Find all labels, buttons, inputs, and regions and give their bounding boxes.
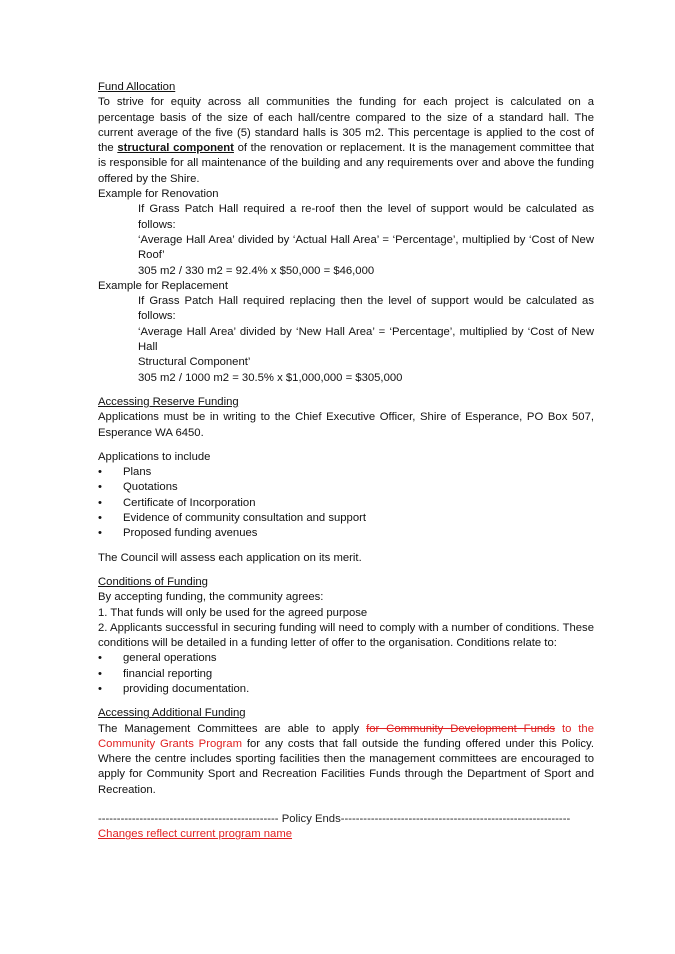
accessing-reserve-paragraph: Applications must be in writing to the Chief Executive Officer, Shire of Esperance, PO Box 507, Esperance WA 6450. <box>98 411 594 439</box>
inserted-text: to the Community Grants Program <box>98 722 594 750</box>
list-item: • Proposed funding avenues <box>98 526 594 541</box>
replacement-line-2: ‘Average Hall Area’ divided by ‘New Hall Area’ = ‘Percentage’, multiplied by ‘Cost of New Hall <box>138 325 594 354</box>
conditions-heading: Conditions of Funding <box>98 575 208 588</box>
fund-allocation-section <box>98 80 594 386</box>
additional-text-start: The Management Committees are able to apply <box>98 722 360 735</box>
conditions-list <box>98 651 594 697</box>
fund-allocation-text-before: To strive for equity across all communities the funding for each project is calculated on a percentage basis of the size of each hall/centre compared to the size of a standard hall. The current average of the five (5) standard halls is 305 m2. This percentage is applied to the cost of the <box>98 96 594 155</box>
replacement-example-title: Example for Replacement <box>98 279 228 292</box>
fund-allocation-heading: Fund Allocation <box>98 81 176 93</box>
renovation-line-2: ‘Average Hall Area’ divided by ‘Actual Hall Area’ = ‘Percentage’, multiplied by ‘Cost of New Roof’ <box>138 233 594 262</box>
condition-item-1: 1. That funds will only be used for the agreed purpose <box>98 606 368 619</box>
applications-include-intro: Applications to include <box>98 450 211 463</box>
condition-item-2: 2. Applicants successful in securing funding will need to comply with a number of conditions. These conditions will be detailed in a funding letter of offer to the organisation. Conditions relate to: <box>98 621 594 650</box>
renovation-line-1: If Grass Patch Hall required a re-roof then the level of support would be calculated as follows: <box>138 203 594 231</box>
policy-ends-divider: ------------------------------------------------ Policy Ends------------------------------------------------------------- <box>98 813 571 826</box>
list-item: • general operations <box>98 651 594 666</box>
additional-text-end: for any costs that fall outside the funding offered under this Policy. Where the centre includes sporting facilities then the management committees are encouraged to apply for Community Sport and Recreation Facilities Funds through the Department of Sport and Recreation. <box>98 737 594 796</box>
additional-funding-section <box>98 706 594 798</box>
list-item: • financial reporting <box>98 667 594 682</box>
list-item: • Plans <box>98 465 594 480</box>
applications-include-list <box>98 465 594 541</box>
accessing-reserve-heading: Accessing Reserve Funding <box>98 395 239 408</box>
list-item: • providing documentation. <box>98 682 594 697</box>
replacement-calculation: 305 m2 / 1000 m2 = 30.5% x $1,000,000 = $305,000 <box>138 371 403 384</box>
list-item: • Certificate of Incorporation <box>98 496 594 511</box>
additional-funding-heading: Accessing Additional Funding <box>98 707 246 720</box>
replacement-line-1: If Grass Patch Hall required replacing then the level of support would be calculated as follows: <box>138 295 594 323</box>
conditions-section <box>98 575 594 697</box>
fund-allocation-paragraph <box>98 95 594 187</box>
renovation-example-title: Example for Renovation <box>98 188 219 201</box>
change-note: Changes reflect current program name <box>98 828 293 841</box>
structural-component-emphasis: structural component <box>117 142 234 155</box>
deleted-text: for Community Development Funds <box>366 722 556 735</box>
list-item: • Quotations <box>98 480 594 495</box>
fund-allocation-text-after: of the renovation or replacement. It is the management committee that is responsible for all maintenance of the building and any requirements over and above the funding offered by the Shire. <box>98 142 595 185</box>
replacement-line-3: Structural Component’ <box>138 356 251 369</box>
document-body <box>98 80 594 843</box>
conditions-intro: By accepting funding, the community agrees: <box>98 591 324 604</box>
renovation-example <box>138 202 594 278</box>
replacement-example <box>138 294 594 386</box>
additional-funding-paragraph <box>98 722 594 798</box>
list-item: • Evidence of community consultation and support <box>98 511 594 526</box>
council-assess-text: The Council will assess each application on its merit. <box>98 551 362 564</box>
accessing-reserve-section <box>98 395 594 566</box>
renovation-calculation: 305 m2 / 330 m2 = 92.4% x $50,000 = $46,000 <box>138 264 375 277</box>
